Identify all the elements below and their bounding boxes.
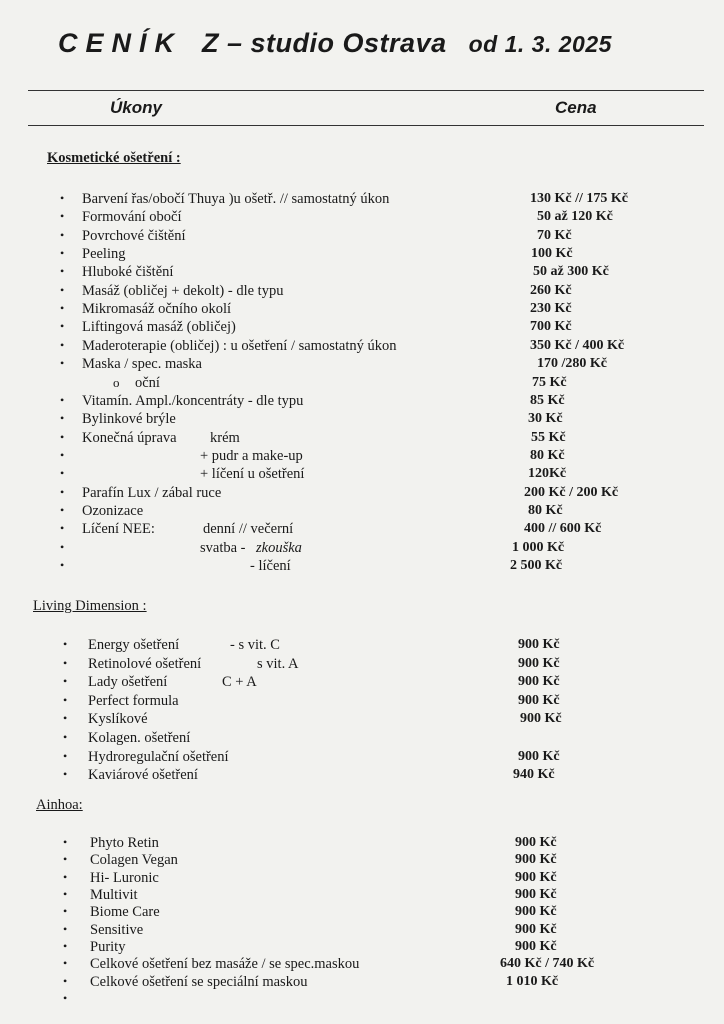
header-top-rule [28,90,704,91]
service-label: Vitamín. Ampl./koncentráty - dle typu [82,392,304,409]
list-item [0,301,724,319]
list-item [0,656,724,674]
price-value: 700 Kč [530,319,572,335]
price-value: 1 010 Kč [506,973,559,989]
bullet-icon: • [63,887,68,902]
price-value: 900 Kč [518,692,560,708]
price-value: 2 500 Kč [510,558,563,573]
bullet-icon: • [63,852,68,867]
price-value: 900 Kč [515,887,557,903]
bullet-icon: • [60,429,65,444]
service-label: Energy ošetření [88,637,180,653]
price-value: 130 Kč // 175 Kč [530,191,628,206]
bullet-icon: • [63,674,68,689]
service-label: Hydroregulační ošetření [88,748,229,765]
list-item [0,767,724,785]
bullet-icon: • [60,191,65,205]
service-detail: + pudr a make-up [200,447,303,464]
sub-bullet-icon: o [113,374,120,390]
bullet-icon: • [60,539,65,554]
service-label: Lady ošetření [88,674,168,691]
list-item [0,448,724,466]
price-value: 55 Kč [531,429,566,445]
price-value: 350 Kč / 400 Kč [530,337,625,353]
bullet-icon: • [63,692,68,707]
list-item [0,637,724,655]
list-item [0,356,724,374]
list-item [0,730,724,748]
price-value: 900 Kč [518,637,560,652]
service-label: Povrchové čištění [82,227,186,244]
price-value: 260 Kč [530,282,572,298]
bullet-icon: • [63,869,68,884]
bullet-icon: • [60,319,65,334]
list-item [0,956,724,974]
bullet-icon: • [63,748,68,763]
list-item [0,674,724,692]
service-label: Bylinkové brýle [82,411,176,428]
list-item [0,870,724,888]
price-value: 900 Kč [515,904,557,920]
list-item [0,191,724,209]
list-item [0,904,724,922]
title-date: od 1. 3. 2025 [468,31,612,57]
price-value: 230 Kč [530,301,572,317]
price-value: 900 Kč [515,852,557,868]
bullet-icon: • [60,392,65,407]
service-label: Formování obočí [82,209,182,226]
bullet-icon: • [60,356,65,371]
service-label: Phyto Retin [90,835,159,851]
service-label: Maderoterapie (obličej) : u ošetření / samostatný úkon [82,337,397,354]
list-item [0,503,724,521]
bullet-icon: • [63,956,68,971]
list-item [0,319,724,337]
bullet-icon: • [60,558,65,572]
price-value: 70 Kč [537,227,572,243]
price-value: 50 až 120 Kč [537,209,613,225]
list-item [0,485,724,503]
price-value: 900 Kč [518,748,560,764]
bullet-icon: • [60,337,65,352]
price-value: 900 Kč [520,711,562,727]
bullet-icon: • [60,502,65,517]
service-label: Kyslíkové [88,711,148,728]
list-item [0,264,724,282]
service-detail: s vit. A [257,655,299,672]
list-item [0,835,724,853]
price-value: 200 Kč / 200 Kč [524,484,619,500]
price-value: 85 Kč [530,392,565,408]
service-label: Purity [90,939,126,956]
price-value: 640 Kč / 740 Kč [500,956,595,972]
service-label: Kolagen. ošetření [88,730,191,746]
list-item [0,558,724,576]
price-value: 940 Kč [513,767,555,783]
column-header-services: Úkony [110,98,162,117]
bullet-icon: • [60,301,65,316]
list-item [0,393,724,411]
bullet-icon: • [60,484,65,499]
list-item [0,749,724,767]
service-label: Barvení řas/obočí Thuya )u ošetř. // samostatný úkon [82,191,390,207]
service-label: Ozonizace [82,502,144,519]
service-label: Mikromasáž očního okolí [82,301,232,318]
service-detail: - líčení [250,558,291,574]
service-detail: denní // večerní [203,521,294,538]
price-value: 75 Kč [532,374,567,390]
service-label: Maska / spec. maska [82,356,202,373]
service-label: Colagen Vegan [90,852,178,869]
price-value: 1 000 Kč [512,539,565,555]
price-value: 900 Kč [515,939,557,955]
service-label: oční [135,374,160,391]
section-heading-kosmeticke: Kosmetické ošetření : [47,150,181,166]
list-item [0,466,724,484]
price-value: 900 Kč [518,655,560,671]
price-value: 900 Kč [515,921,557,937]
bullet-icon: • [60,246,65,261]
service-detail: C + A [222,674,257,691]
service-label: Kaviárové ošetření [88,767,198,784]
service-detail-italic: zkouška [256,539,302,556]
bullet-icon: • [63,637,68,651]
price-value: 100 Kč [531,246,573,262]
price-value: 900 Kč [515,869,557,885]
service-label: Multivit [90,887,138,904]
price-value: 30 Kč [528,411,563,427]
list-item [0,922,724,940]
bullet-icon: • [60,209,65,224]
list-item [0,974,724,992]
page-title [58,28,698,59]
service-label: Retinolové ošetření [88,655,202,672]
list-item [0,711,724,729]
service-label: Konečná úprava [82,429,177,446]
price-value: 400 // 600 Kč [524,521,602,537]
bullet-icon: • [63,835,68,849]
service-label: Hi- Luronic [90,869,159,886]
bullet-icon: • [63,921,68,936]
bullet-icon: • [63,655,68,670]
list-item [0,887,724,905]
list-item [0,540,724,558]
service-detail: - s vit. C [230,637,280,653]
bullet-icon: • [60,411,65,426]
price-value: 900 Kč [515,835,557,850]
service-label: Sensitive [90,921,144,938]
list-item [0,991,724,1009]
list-item [0,375,724,393]
bullet-icon: • [63,904,68,919]
service-label: Hluboké čištění [82,264,174,281]
price-value: 170 /280 Kč [537,356,607,372]
service-label: Biome Care [90,904,160,921]
list-item [0,228,724,246]
section-heading-ainhoa: Ainhoa: [36,797,83,813]
service-label: Masáž (obličej + dekolt) - dle typu [82,282,284,299]
bullet-icon: • [60,521,65,536]
service-label: Celkové ošetření se speciální maskou [90,973,308,990]
service-detail: krém [210,429,240,446]
bullet-icon: • [63,711,68,726]
bullet-icon: • [60,227,65,242]
list-item [0,939,724,957]
list-item [0,338,724,356]
title-studio: Z – studio Ostrava [202,28,447,58]
service-label: Perfect formula [88,692,179,709]
list-item [0,246,724,264]
title-cenik: CENÍK [58,28,183,58]
price-value: 80 Kč [528,502,563,518]
header-bottom-rule [28,125,704,126]
bullet-icon: • [63,991,68,1006]
list-item [0,521,724,539]
service-detail: + líčení u ošetření [200,466,305,483]
list-item [0,209,724,227]
bullet-icon: • [60,447,65,462]
price-value: 80 Kč [530,447,565,463]
service-label: Liftingová masáž (obličej) [82,319,236,336]
bullet-icon: • [63,730,68,744]
service-label: Líčení NEE: [82,521,155,538]
service-detail: svatba - [200,539,246,556]
list-item [0,411,724,429]
list-item [0,852,724,870]
bullet-icon: • [60,282,65,297]
column-header-price: Cena [555,98,597,117]
service-label: Celkové ošetření bez masáže / se spec.maskou [90,956,360,973]
list-item [0,283,724,301]
list-item [0,693,724,711]
bullet-icon: • [63,939,68,954]
section-heading-living-dimension: Living Dimension : [33,598,147,614]
bullet-icon: • [63,767,68,782]
bullet-icon: • [60,264,65,279]
price-value: 900 Kč [518,674,560,690]
price-value: 50 až 300 Kč [533,264,609,280]
price-value: 120Kč [528,466,567,482]
bullet-icon: • [63,973,68,988]
bullet-icon: • [60,466,65,481]
service-label: Peeling [82,246,126,263]
service-label: Parafín Lux / zábal ruce [82,484,222,501]
list-item [0,430,724,448]
